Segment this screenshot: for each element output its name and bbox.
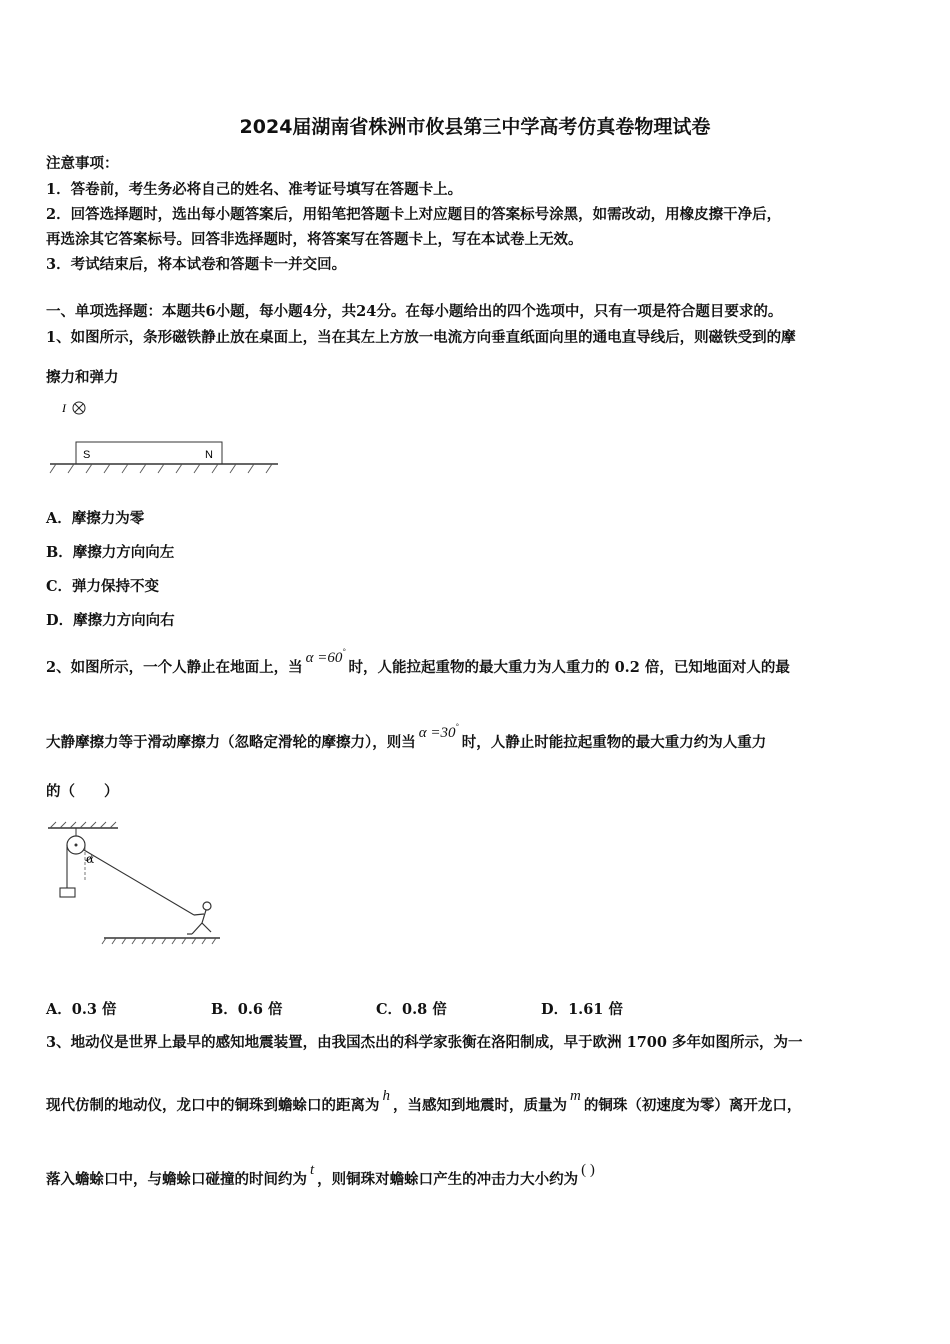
q1-option-a: A．摩擦力为零 <box>46 510 145 527</box>
ceiling-hatching <box>50 822 116 828</box>
q2-text-2a: 大静摩擦力等于滑动摩擦力（忽略定滑轮的摩擦力），则当 <box>46 734 416 751</box>
q3-var-m: m <box>570 1088 581 1104</box>
q1-stem-line-2: 擦力和弹力 <box>46 369 119 386</box>
q2-text-1b: 时，人能拉起重物的最大重力为人重力的 0.2 倍，已知地面对人的最 <box>348 659 790 676</box>
q2-option-b: B．0.6 倍 <box>211 1001 283 1018</box>
q3-text-2a: 现代仿制的地动仪，龙口中的铜珠到蟾蜍口的距离为 <box>46 1097 380 1114</box>
q1-option-d: D．摩擦力方向向右 <box>46 612 175 629</box>
magnet-pole-n: N <box>205 449 213 461</box>
q2-angle-60: α =60° <box>305 647 346 666</box>
q2-stem-line-1 <box>46 647 790 677</box>
notice-item-2-cont: 再选涂其它答案标号。回答非选择题时，将答案写在答题卡上，写在本试卷上无效。 <box>46 231 583 248</box>
q3-text-2b: ，当感知到地震时，质量为 <box>393 1097 567 1114</box>
q2-stem-line-3: 的（ ） <box>46 783 119 800</box>
q1-magnet-figure <box>46 396 286 478</box>
q2-pulley-figure <box>44 820 226 952</box>
q2-text-2b: 时，人静止时能拉起重物的最大重力约为人重力 <box>461 734 767 751</box>
notice-item-3: 3．考试结束后，将本试卷和答题卡一并交回。 <box>46 256 347 273</box>
magnet-pole-s: S <box>83 449 91 461</box>
q3-var-t: t <box>310 1162 315 1178</box>
q2-angle-30: α =30° <box>418 722 459 741</box>
q3-text-2c: 的铜珠（初速度为零）离开龙口， <box>583 1097 802 1114</box>
q3-text-3b: ，则铜珠对蟾蜍口产生的冲击力大小约为 <box>317 1171 579 1188</box>
notice-item-1: 1．答卷前，考生务必将自己的姓名、准考证号填写在答题卡上。 <box>46 181 463 198</box>
current-into-page-icon <box>73 402 85 414</box>
notice-item-2: 2．回答选择题时，选出每小题答案后，用铅笔把答题卡上对应题目的答案标号涂黑，如需改动，用橡皮擦干净后， <box>46 206 782 223</box>
current-label: I <box>62 401 66 415</box>
angle-alpha-label: α <box>86 852 95 866</box>
q2-option-d: D．1.61 倍 <box>541 1001 623 1018</box>
hanging-weight <box>60 888 75 897</box>
q2-option-a: A．0.3 倍 <box>46 1001 117 1018</box>
q3-text-3a: 落入蟾蜍口中，与蟾蜍口碰撞的时间约为 <box>46 1171 307 1188</box>
q1-option-b: B．摩擦力方向向左 <box>46 544 175 561</box>
ground-hatching <box>50 464 272 473</box>
q3-var-h: h <box>382 1088 390 1104</box>
ground-hatching <box>102 938 216 944</box>
bar-magnet <box>76 442 222 464</box>
q2-text-1a: 2、如图所示，一个人静止在地面上，当 <box>46 659 303 676</box>
q1-stem-line-1: 1、如图所示，条形磁铁静止放在桌面上，当在其左上方放一电流方向垂直纸面向里的通电直导线后，则磁铁受到的摩 <box>46 329 796 346</box>
page-title: 2024届湖南省株洲市攸县第三中学高考仿真卷物理试卷 <box>239 116 711 138</box>
person-figure <box>187 902 211 934</box>
q3-stem-line-1: 3、地动仪是世界上最早的感知地震装置，由我国杰出的科学家张衡在洛阳制成，早于欧洲 1700 多年如图所示，为一 <box>46 1034 803 1051</box>
q3-stem-line-2 <box>46 1088 802 1115</box>
q2-stem-line-2 <box>46 722 767 752</box>
rope-to-person <box>84 850 194 915</box>
q1-option-c: C．弹力保持不变 <box>46 578 160 595</box>
section-heading: 一、单项选择题：本题共6小题，每小题4分，共24分。在每小题给出的四个选项中，只有一项是符合题目要求的。 <box>46 303 783 320</box>
q3-stem-line-3 <box>46 1162 598 1189</box>
q3-answer-paren: ( ) <box>581 1162 595 1178</box>
notice-heading: 注意事项： <box>46 155 119 172</box>
q2-option-c: C．0.8 倍 <box>376 1001 447 1018</box>
